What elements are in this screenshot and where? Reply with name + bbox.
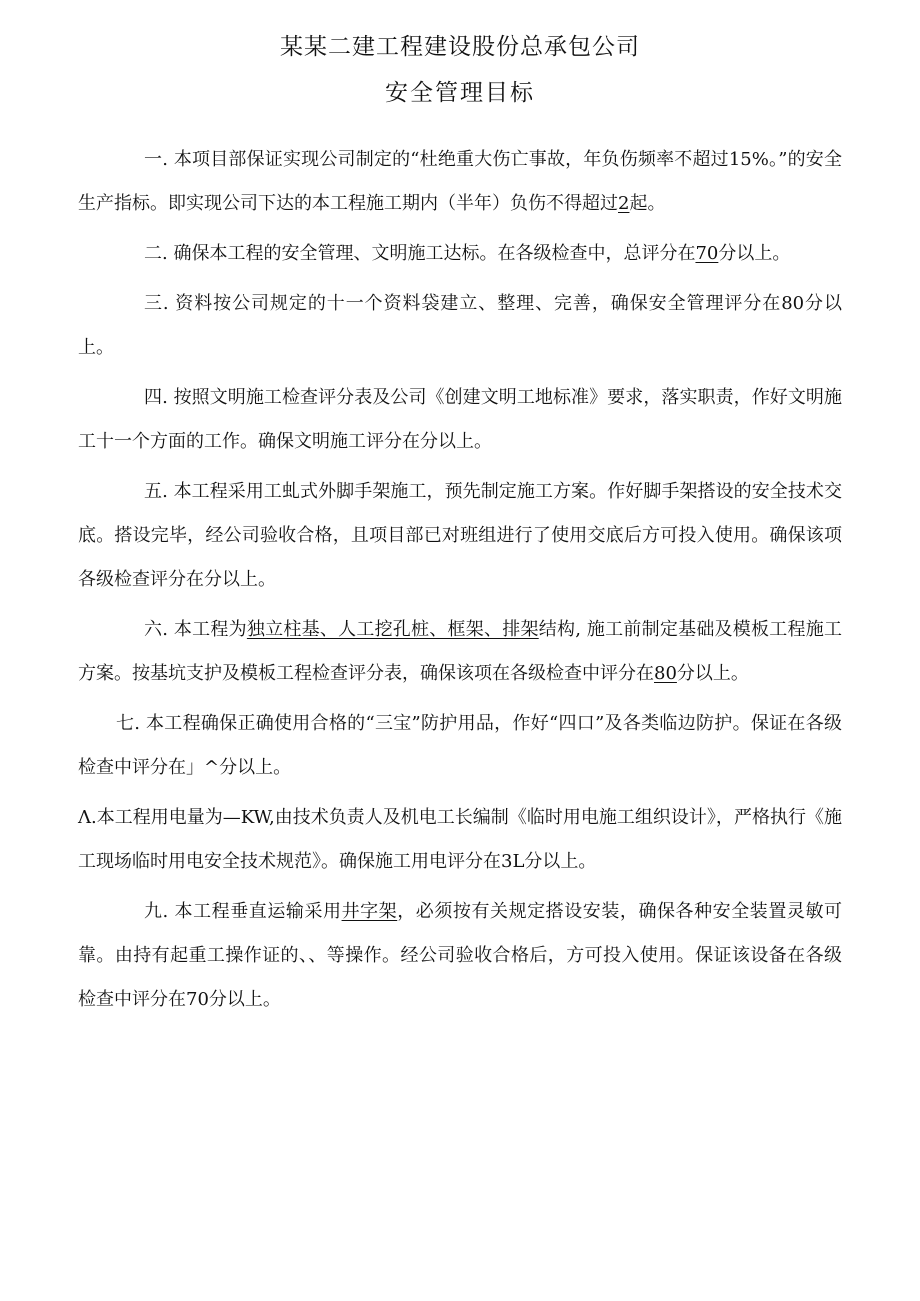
structure-type: 独立柱基、人工挖孔桩、框架、排架	[246, 619, 539, 640]
paragraph-4: 四. 按照文明施工检查评分表及公司《创建文明工地标准》要求，落实职责，作好文明施工十一个方面的工作。确保文明施工评分在分以上。	[78, 387, 842, 452]
paragraph-7: 七. 本工程确保正确使用合格的“三宝”防护用品，作好“四口”及各类临边防护。保证在各级检查中评分在」^分以上。	[78, 713, 842, 778]
paragraph-2-text: 二. 确保本工程的安全管理、文明施工达标。在各级检查中，总评分在	[144, 243, 696, 264]
paragraph-3: 三. 资料按公司规定的十一个资料袋建立、整理、完善，确保安全管理评分在80分以上。	[78, 293, 842, 358]
paragraph-5: 五. 本工程采用工虬式外脚手架施工，预先制定施工方案。作好脚手架搭设的安全技术交底。搭设完毕，经公司验收合格，且项目部已对班组进行了使用交底后方可投入使用。确保该项各级检查评分在分以上。	[78, 481, 842, 590]
paragraph-1-text: 一. 本项目部保证实现公司制定的“杜绝重大伤亡事故，年负伤频率不超过15%。”的安全生产指标。即实现公司下达的本工程施工期内（半年）负伤不得超过	[78, 149, 842, 214]
paragraph-9-text: 九. 本工程垂直运输采用	[144, 901, 342, 922]
paragraph-9-tail: ，必须按有关规定搭设安装，确保各种安全装置灵敏可靠。由持有起重工操作证的、、等操作。经公司验收合格后，方可投入使用。保证该设备在各级检查中评分在70分以上。	[78, 901, 843, 1010]
paragraph-8: Λ.本工程用电量为—KW,由技术负责人及机电工长编制《临时用电施工组织设计》，严格执行《施工现场临时用电安全技术规范》。确保施工用电评分在3L分以上。	[78, 807, 842, 872]
paragraph-6-middle: 结构, 施工前制定基础及模板工程施工方案。按基坑支护及模板工程检查评分表，确保该项在各级检查中评分在	[78, 619, 842, 684]
paragraph-1-tail: 起。	[629, 193, 666, 214]
document-title: 安全管理目标	[385, 80, 535, 106]
paragraph-6	[78, 608, 842, 696]
paragraph-6-text: 六. 本工程为	[144, 619, 247, 640]
hoist-type: 井字架	[341, 901, 398, 922]
paragraph-2	[78, 232, 842, 276]
paragraph-1	[78, 138, 842, 226]
paragraph-2-tail: 分以上。	[718, 243, 791, 264]
company-title: 某某二建工程建设股份总承包公司	[280, 34, 640, 60]
injury-limit-value: 2	[618, 193, 630, 214]
formwork-score-value: 80	[654, 663, 677, 684]
total-score-value: 70	[695, 243, 719, 264]
paragraph-9	[78, 890, 842, 1022]
document-body	[78, 138, 842, 1022]
paragraph-6-tail: 分以上。	[676, 663, 749, 684]
